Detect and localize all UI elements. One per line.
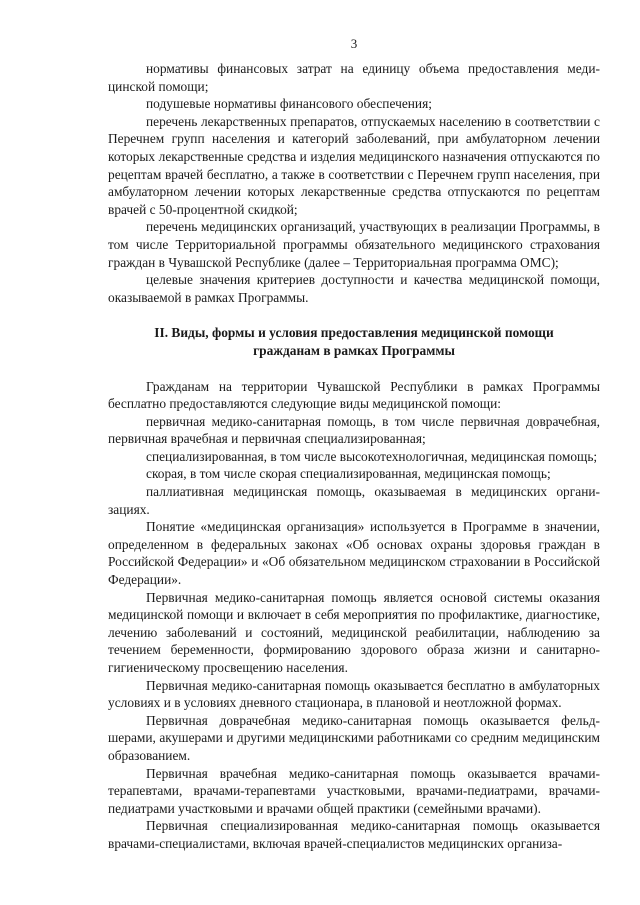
- intro-section: [108, 60, 600, 306]
- paragraph: Понятие «медицинская организация» используется в Программе в значении, определенном в федеральных законах «Об основах охраны здоровья граждан в Российской Федерации» и «Об обязательном медицинском страховании в Российской Федерации».: [108, 519, 600, 588]
- paragraph: целевые значения критериев доступности и качества медицинской помощи, оказываемой в рамках Программы.: [108, 272, 600, 305]
- paragraph: нормативы финансовых затрат на единицу объема предоставления медицинской помощи;: [108, 61, 600, 94]
- paragraph: Первичная врачебная медико-санитарная помощь оказывается врачами-терапевтами, врачами-терапевтами участковыми, врачами-педиатрами, врачами-педиатрами участковыми и врачами общей практики (семейными врачами).: [108, 765, 600, 816]
- page-number: 3: [350, 36, 358, 51]
- paragraph: перечень медицинских организаций, участвующих в реализации Программы, в том числе Территориальной программы обязательного медицинского страхования граждан в Чувашской Республике (далее – Территориальная программа ОМС);: [108, 219, 600, 270]
- section-title: [108, 324, 600, 359]
- paragraph: Гражданам на территории Чувашской Республики в рамках Программы бесплатно предоставляются следующие виды медицинской помощи:: [108, 378, 600, 412]
- paragraph: перечень лекарственных препаратов, отпускаемых населению в соответствии с Перечнем групп населения и категорий заболеваний, при амбулаторном лечении которых лекарственные средства и изделия медицинского назначения отпускаются по рецептам врачей бесплатно, а также в соответствии с Перечнем групп населения, при амбулаторном лечении которых лекарственные средства отпускаются по рецептам врачей с 50-процентной скидкой;: [108, 113, 600, 217]
- paragraph: Первичная медико-санитарная помощь оказывается бесплатно в амбулаторных условиях и в условиях дневного стационара, в плановой и неотложной формах.: [108, 677, 600, 711]
- paragraph: паллиативная медицинская помощь, оказываемая в медицинских организациях.: [108, 484, 600, 517]
- paragraph: Первичная доврачебная медико-санитарная помощь оказывается фельдшерами, акушерами и другими медицинскими работниками со средним медицинским образованием.: [108, 712, 600, 763]
- paragraph: Первичная специализированная медико-санитарная помощь оказывается врачами-специалистами, включая врачей-специалистов медицинских организа-: [108, 818, 600, 851]
- section-title-line: гражданам в рамках Программы: [253, 342, 455, 358]
- paragraph: специализированная, в том числе высокотехнологичная, медицинская помощь;: [146, 448, 598, 464]
- paragraph: подушевые нормативы финансового обеспечения;: [146, 96, 432, 112]
- body-section: [108, 378, 600, 853]
- paragraph: скорая, в том числе скорая специализированная, медицинская помощь;: [146, 466, 551, 482]
- section-title-line: II. Виды, формы и условия предоставления медицинской помощи: [154, 325, 554, 341]
- paragraph: Первичная медико-санитарная помощь является основой системы оказания медицинской помощи и включает в себя мероприятия по профилактике, диагностике, лечению заболеваний и состояний, медицинской реабилитации, наблюдению за течением беременности, формированию здорового образа жизни и санитарно-гигиеническому просвещению населения.: [108, 589, 600, 675]
- paragraph: первичная медико-санитарная помощь, в том числе первичная доврачебная, первичная врачебная и первичная специализированная;: [108, 413, 600, 447]
